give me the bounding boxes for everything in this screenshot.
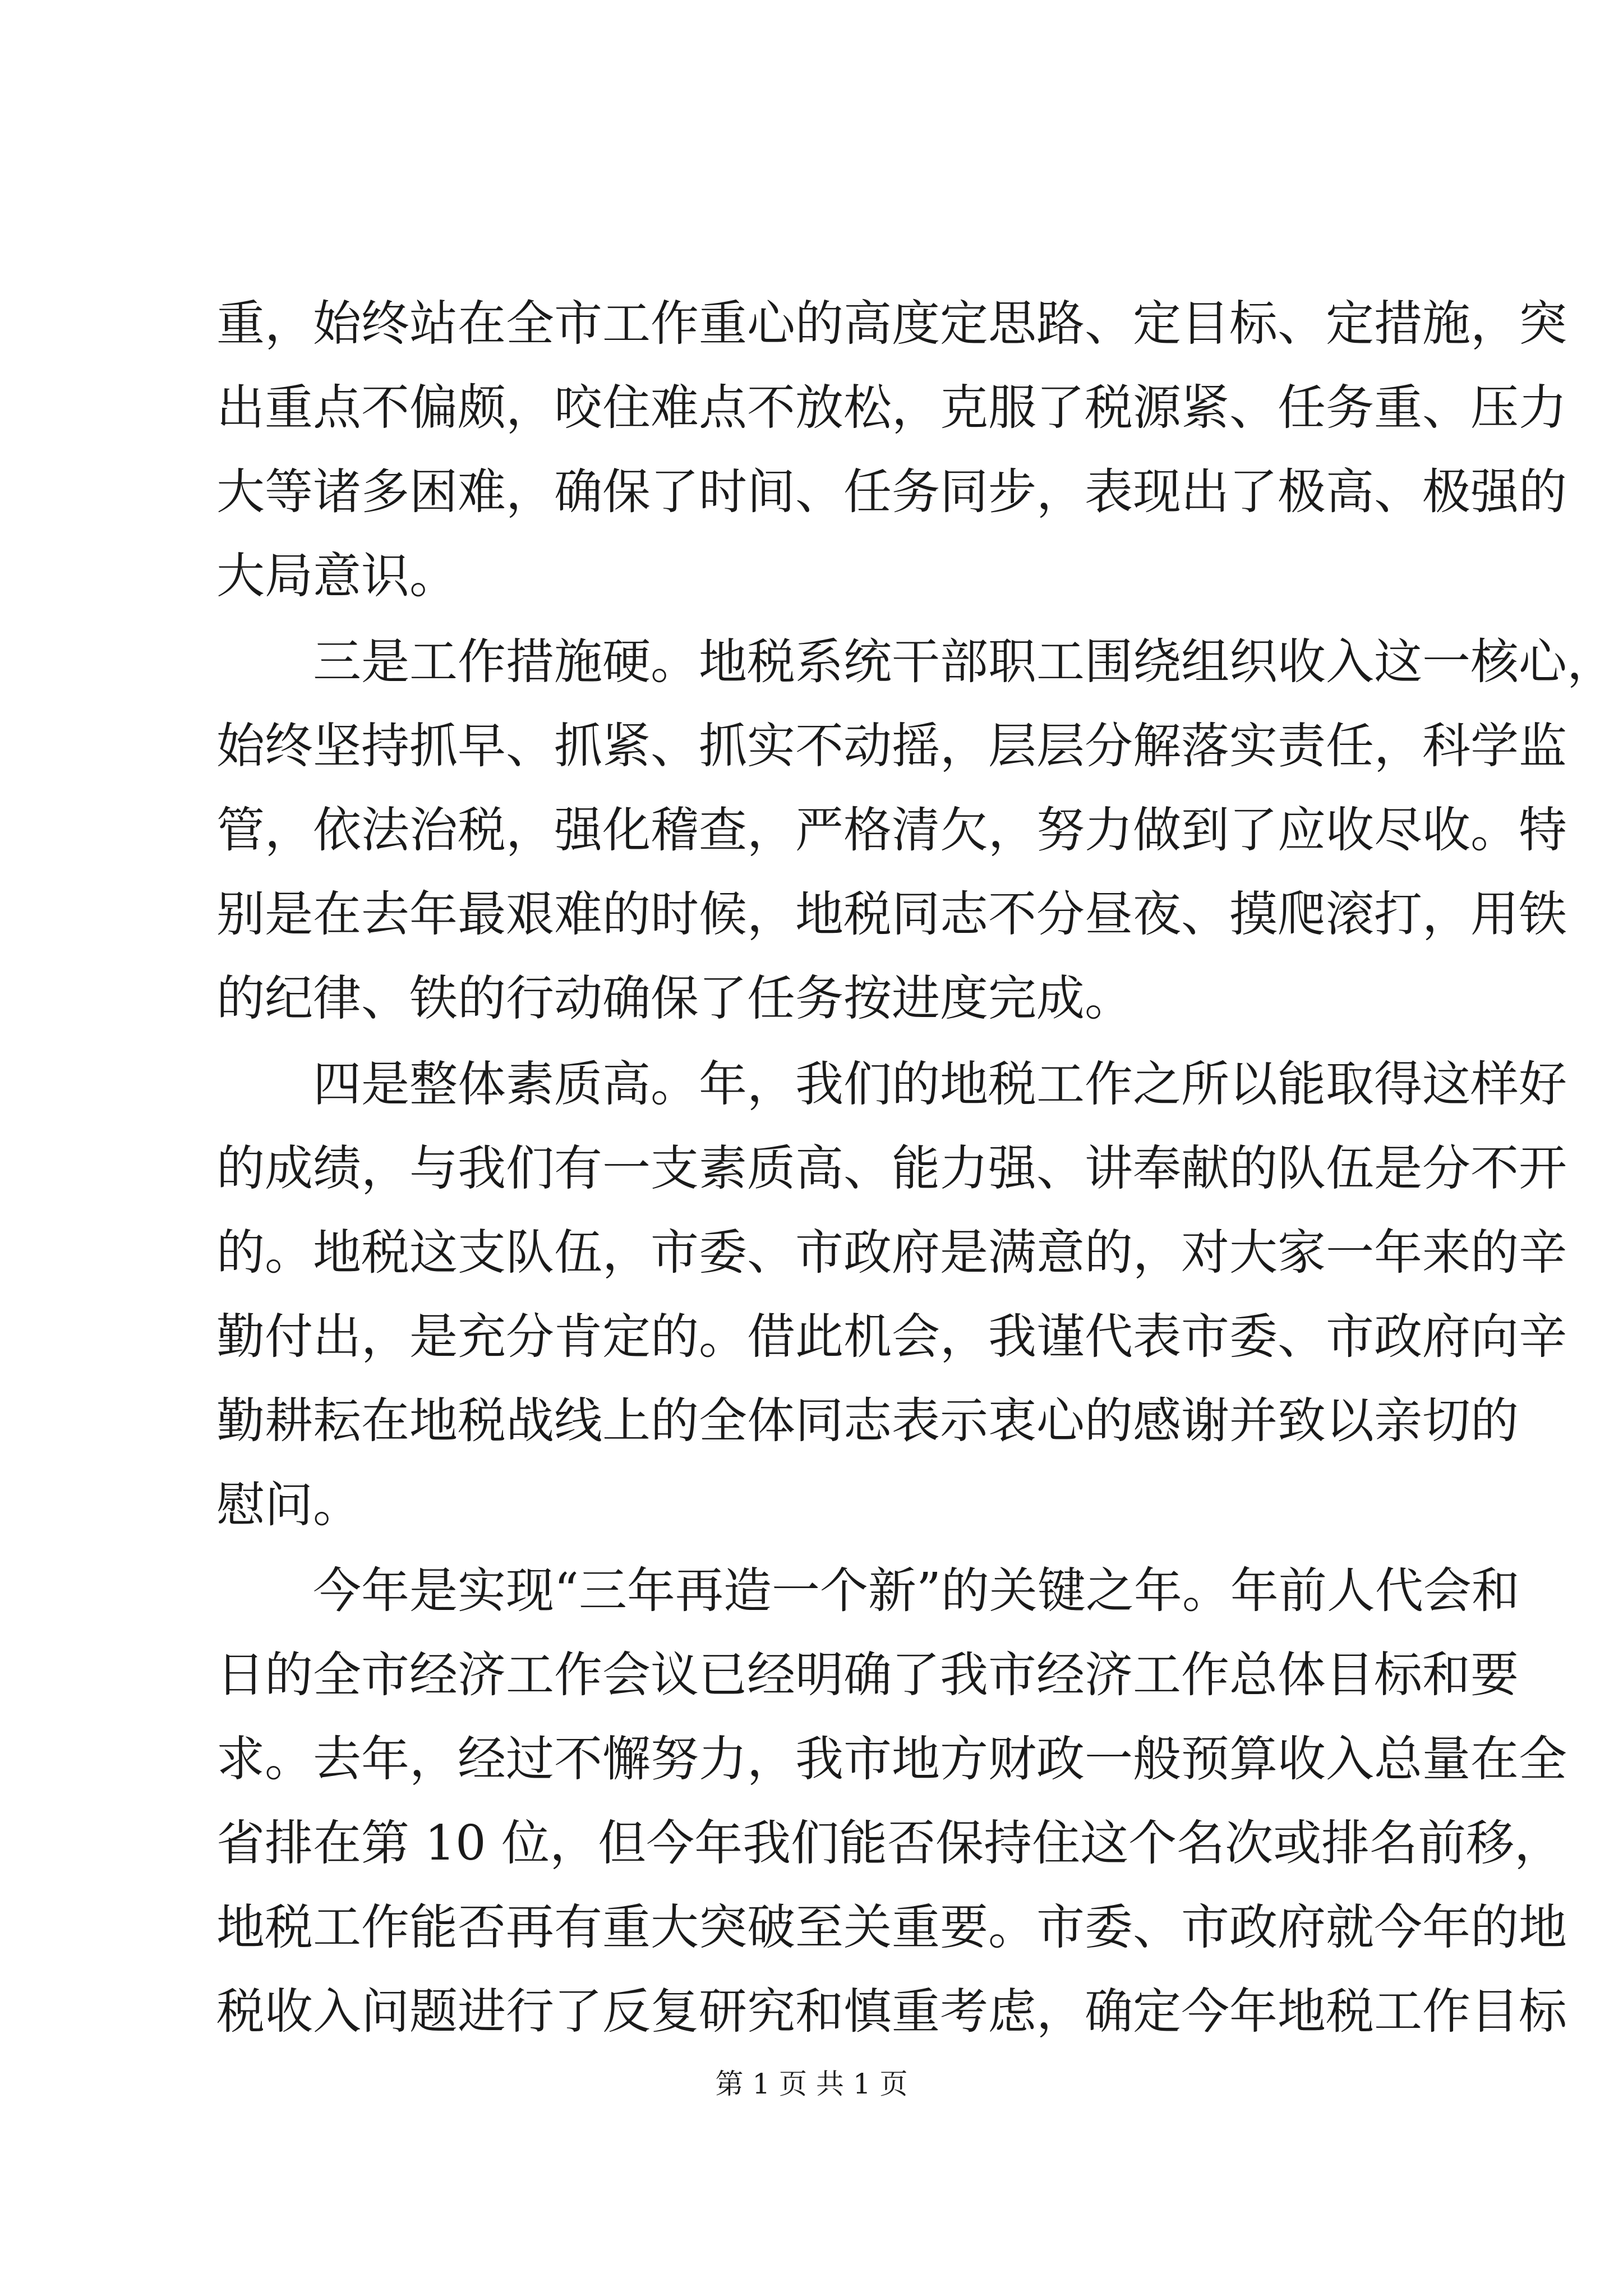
text-line: 的成绩，与我们有一支素质高、能力强、讲奉献的队伍是分不开 xyxy=(216,1140,1567,1197)
text-line: 大等诸多困难，确保了时间、任务同步，表现出了极高、极强的 xyxy=(216,464,1567,520)
text-line: 省排在第 10 位，但今年我们能否保持住这个名次或排名前移， xyxy=(216,1815,1563,1871)
text-line: 别是在去年最艰难的时候，地税同志不分昼夜、摸爬滚打，用铁 xyxy=(216,886,1567,942)
text-line: 的。地税这支队伍，市委、市政府是满意的，对大家一年来的辛 xyxy=(216,1225,1567,1281)
text-line: 求。去年，经过不懈努力，我市地方财政一般预算收入总量在全 xyxy=(216,1731,1567,1787)
paragraph-first-line: 四是整体素质高。年，我们的地税工作之所以能取得这样好 xyxy=(313,1056,1567,1112)
text-line: 大局意识。 xyxy=(216,548,458,604)
text-line: 出重点不偏颇，咬住难点不放松，克服了税源紧、任务重、压力 xyxy=(216,380,1567,436)
text-line: 勤付出，是充分肯定的。借此机会，我谨代表市委、市政府向辛 xyxy=(216,1309,1567,1365)
text-line: 管，依法治税，强化稽查，严格清欠，努力做到了应收尽收。特 xyxy=(216,802,1567,858)
text-line: 重，始终站在全市工作重心的高度定思路、定目标、定措施，突 xyxy=(216,296,1567,352)
text-line: 地税工作能否再有重大突破至关重要。市委、市政府就今年的地 xyxy=(216,1899,1567,1955)
text-line: 的纪律、铁的行动确保了任务按进度完成。 xyxy=(216,970,1133,1027)
paragraph-first-line: 三是工作措施硬。地税系统干部职工围绕组织收入这一核心， xyxy=(313,634,1615,690)
paragraph-first-line: 今年是实现“三年再造一个新”的关键之年。年前人代会和 xyxy=(313,1563,1520,1619)
text-line: 始终坚持抓早、抓紧、抓实不动摇，层层分解落实责任，科学监 xyxy=(216,718,1567,774)
page-footer: 第 1 页 共 1 页 xyxy=(715,2068,908,2100)
text-line: 日的全市经济工作会议已经明确了我市经济工作总体目标和要 xyxy=(216,1647,1519,1703)
text-line: 勤耕耘在地税战线上的全体同志表示衷心的感谢并致以亲切的 xyxy=(216,1393,1519,1449)
text-line: 慰问。 xyxy=(216,1477,361,1533)
text-line: 税收入问题进行了反复研究和慎重考虑，确定今年地税工作目标 xyxy=(216,1984,1567,2040)
